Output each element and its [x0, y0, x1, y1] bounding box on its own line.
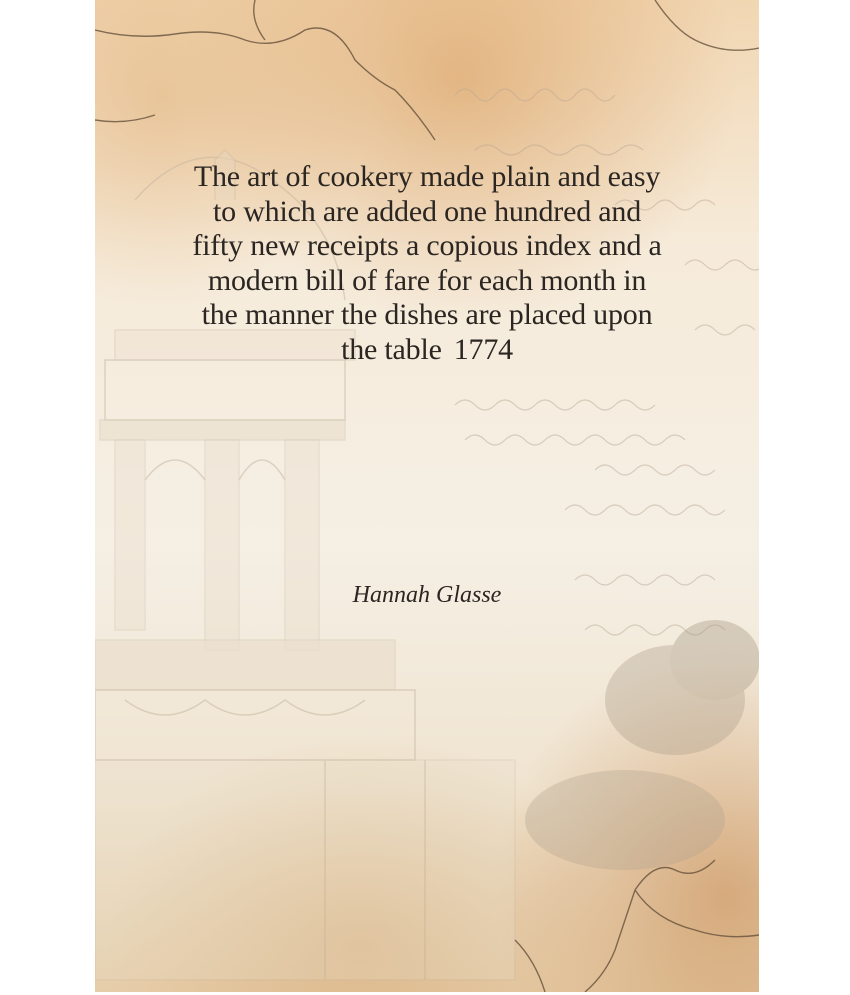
cover-background-art: [95, 0, 759, 992]
book-title: [135, 160, 719, 367]
title-line: modern bill of fare for each month in: [207, 263, 647, 297]
tree-illustration: [525, 620, 759, 870]
author-name: Hannah Glasse: [352, 582, 502, 608]
title-line: The art of cookery made plain and easy: [193, 160, 661, 193]
title-line: to which are added one hundred and: [212, 194, 642, 228]
title-last-line: [135, 333, 719, 368]
book-cover: [95, 0, 759, 992]
title-line: the manner the dishes are placed upon: [201, 298, 653, 331]
publication-year: 1774: [453, 332, 513, 366]
title-line-end: the table: [341, 332, 442, 366]
title-line: fifty new receipts a copious index and a: [192, 229, 662, 262]
